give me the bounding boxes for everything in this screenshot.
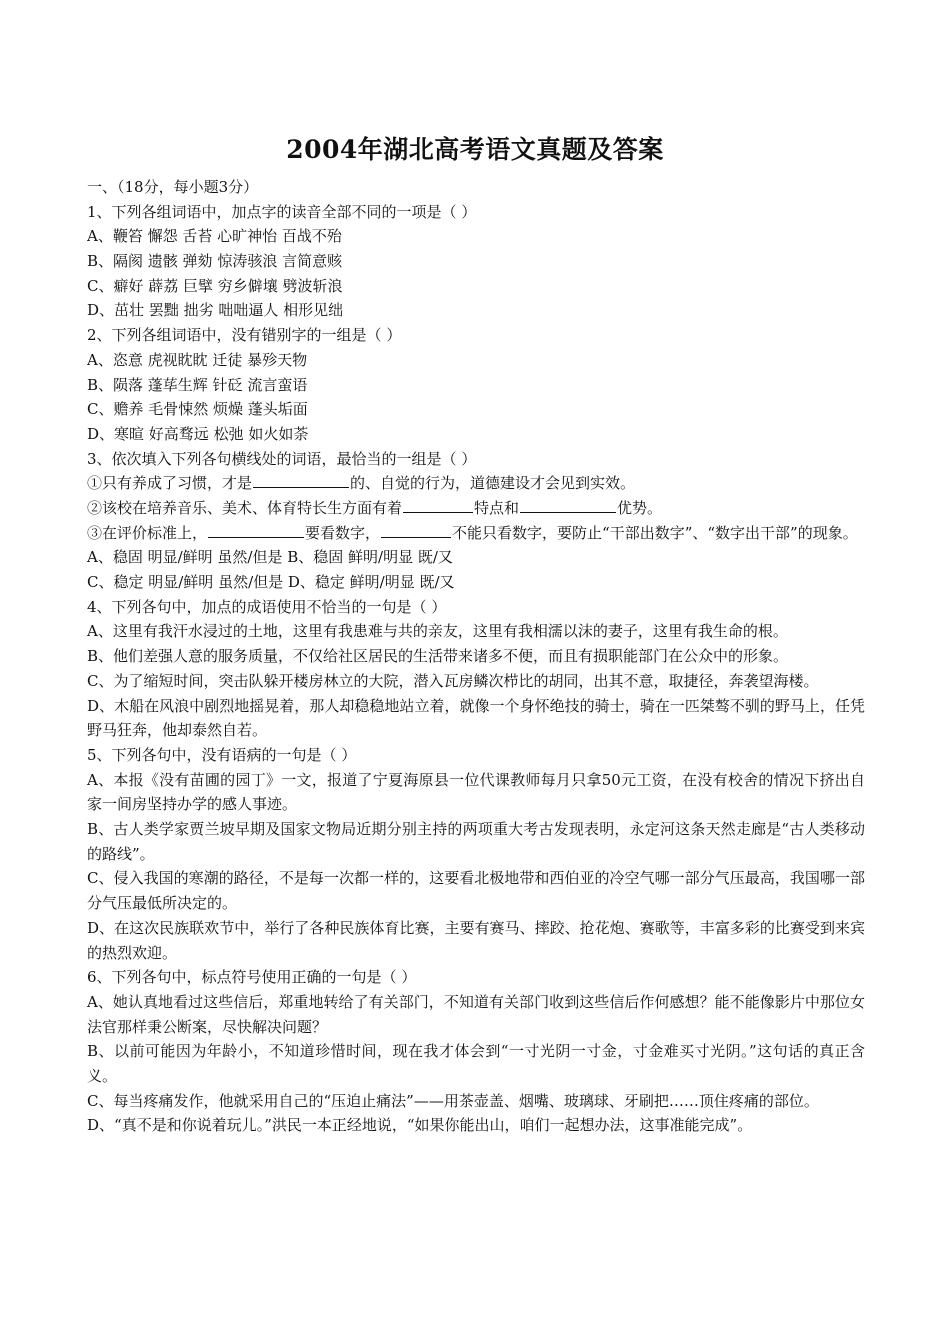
question-4-option-a: A、这里有我汗水浸过的土地，这里有我患难与共的亲友，这里有我相濡以沫的妻子，这里有我生命的根。 bbox=[87, 622, 788, 641]
question-2-stem: 2、下列各组词语中，没有错别字的一组是（ ） bbox=[87, 326, 402, 345]
question-3-sentence-2 bbox=[87, 496, 865, 521]
question-3-sentence-2-part-c: 优势。 bbox=[617, 498, 663, 517]
question-3-sentence-2-part-a: ②该校在培养音乐、美术、体育特长生方面有着 bbox=[87, 498, 403, 517]
question-3-sentence-3-part-a: ③在评价标准上， bbox=[87, 523, 208, 542]
question-1-stem: 1、下列各组词语中，加点字的读音全部不同的一项是（ ） bbox=[87, 202, 477, 221]
question-3-sentence-3-part-c: 不能只看数字，要防止“干部出数字”、“数字出干部”的现象。 bbox=[452, 523, 858, 542]
question-3-sentence-3 bbox=[87, 521, 865, 546]
question-3-sentence-1-part-a: ①只有养成了习惯，才是 bbox=[87, 474, 253, 493]
fill-blank bbox=[208, 522, 304, 538]
question-5-option-d: D、在这次民族联欢节中，举行了各种民族体育比赛，主要有赛马、摔跤、抢花炮、赛歌等，丰富多彩的比赛受到来宾的热烈欢迎。 bbox=[87, 918, 865, 962]
fill-blank bbox=[403, 497, 473, 513]
question-2-option-c: C、赡养 毛骨悚然 烦燥 蓬头垢面 bbox=[87, 400, 308, 419]
question-1-option-a: A、鞭笞 懈怨 舌苔 心旷神怡 百战不殆 bbox=[87, 227, 342, 246]
question-6-option-d: D、“真不是和你说着玩儿。”洪民一本正经地说，“如果你能出山，咱们一起想办法，这事准能完成”。 bbox=[87, 1116, 753, 1135]
question-1-option-b: B、隔阂 遗骸 弹劾 惊涛骇浪 言简意赅 bbox=[87, 252, 343, 271]
question-3-stem: 3、依次填入下列各句横线处的词语，最恰当的一组是（ ） bbox=[87, 449, 477, 468]
question-5-option-c: C、侵入我国的寒潮的路径，不是每一次都一样的，这要看北极地带和西伯亚的冷空气哪一部分气压最高，我国哪一部分气压最低所决定的。 bbox=[87, 869, 865, 913]
question-6-option-a: A、她认真地看过这些信后，郑重地转给了有关部门，不知道有关部门收到这些信后作何感想？能不能像影片中那位女法官那样秉公断案，尽快解决问题？ bbox=[87, 992, 865, 1036]
question-3-sentence-3-part-b: 要看数字， bbox=[305, 523, 381, 542]
question-5-stem: 5、下列各句中，没有语病的一句是（ ） bbox=[87, 745, 357, 764]
question-3-sentence-1 bbox=[87, 471, 865, 496]
fill-blank bbox=[381, 522, 451, 538]
section-heading: 一、（18分，每小题3分） bbox=[87, 178, 259, 196]
question-3-options-ab: A、稳固 明显/鲜明 虽然/但是 B、稳固 鲜明/明显 既/又 bbox=[87, 548, 453, 567]
question-1-option-d: D、茁壮 罢黜 拙劣 咄咄逼人 相形见绌 bbox=[87, 301, 344, 320]
question-4-stem: 4、下列各句中，加点的成语使用不恰当的一句是（ ） bbox=[87, 597, 447, 616]
document-body bbox=[87, 175, 865, 1138]
question-2-option-a: A、恣意 虎视眈眈 迁徒 暴殄天物 bbox=[87, 350, 308, 369]
question-2-option-b: B、陨落 蓬荜生辉 针砭 流言蛮语 bbox=[87, 375, 308, 394]
question-3-sentence-2-part-b: 特点和 bbox=[474, 498, 520, 517]
question-1-option-c: C、癖好 薜荔 巨擘 穷乡僻壤 劈波斩浪 bbox=[87, 276, 343, 295]
question-5-option-a: A、本报《没有苗圃的园丁》一文，报道了宁夏海原县一位代课教师每月只拿50元工资，在没有校舍的情况下挤出自家一间房坚持办学的感人事迹。 bbox=[87, 770, 865, 814]
question-4-option-b: B、他们差强人意的服务质量，不仅给社区居民的生活带来诸多不便，而且有损职能部门在公众中的形象。 bbox=[87, 647, 789, 666]
question-4-option-d: D、木船在风浪中剧烈地摇晃着，那人却稳稳地站立着，就像一个身怀绝技的骑士，骑在一匹桀骜不驯的野马上，任凭野马狂奔，他却泰然自若。 bbox=[87, 696, 865, 740]
question-6-option-c: C、每当疼痛发作，他就采用自己的“压迫止痛法”——用茶壶盖、烟嘴、玻璃球、牙刷把……顶住疼痛的部位。 bbox=[87, 1091, 819, 1110]
fill-blank bbox=[253, 472, 349, 488]
question-3-sentence-1-part-b: 的、自觉的行为，道德建设才会见到实效。 bbox=[350, 474, 636, 493]
question-3-options-cd: C、稳定 明显/鲜明 虽然/但是 D、稳定 鲜明/明显 既/又 bbox=[87, 573, 455, 592]
question-5-option-b: B、古人类学家贾兰坡早期及国家文物局近期分别主持的两项重大考古发现表明，永定河这条天然走廊是“古人类移动的路线”。 bbox=[87, 820, 865, 863]
question-6-stem: 6、下列各句中，标点符号使用正确的一句是（ ） bbox=[87, 968, 417, 987]
question-2-option-d: D、寒暄 好高骛远 松弛 如火如荼 bbox=[87, 424, 309, 443]
page-title: 2004年湖北高考语文真题及答案 bbox=[286, 135, 664, 164]
question-4-option-c: C、为了缩短时间，突击队躲开楼房林立的大院，潜入瓦房鳞次栉比的胡同，出其不意，取捷径，奔袭望海楼。 bbox=[87, 671, 819, 690]
question-6-option-b: B、以前可能因为年龄小，不知道珍惜时间，现在我才体会到“一寸光阴一寸金，寸金难买寸光阴。”这句话的真正含义。 bbox=[87, 1042, 865, 1086]
fill-blank bbox=[520, 497, 616, 513]
